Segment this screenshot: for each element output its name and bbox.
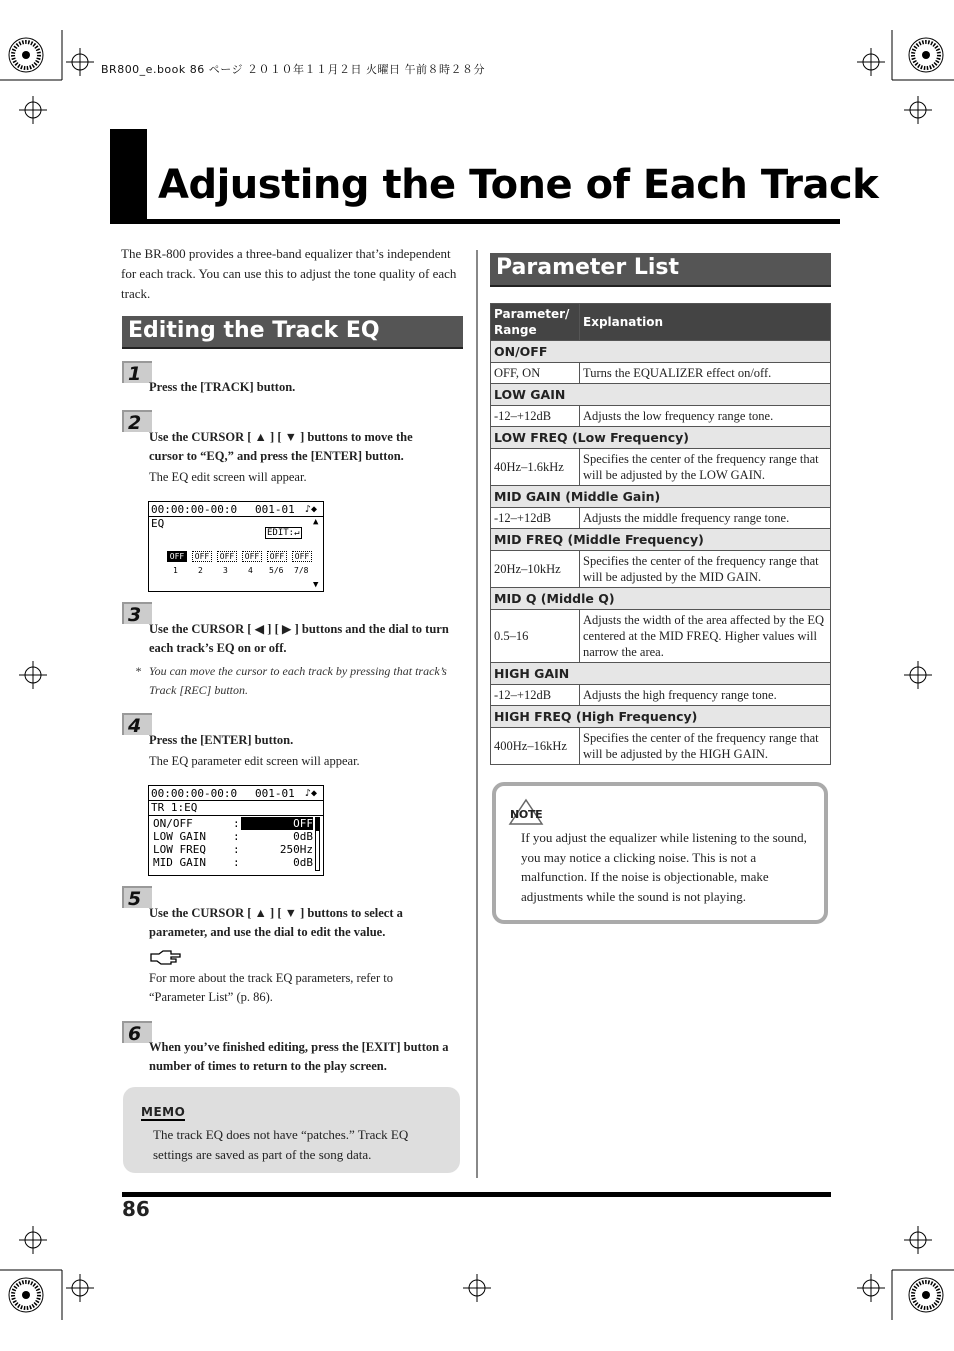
crop-mark-mid-left (19, 661, 47, 689)
track-4-state: OFF (242, 551, 262, 562)
track-2-state: OFF (192, 551, 212, 562)
lcd2-row-4-name: MID GAIN (153, 856, 206, 869)
lcd2-label: TR 1:EQ (151, 801, 198, 814)
table-group-row: ON/OFF (491, 341, 831, 363)
lcd2-measure: 001-01 (255, 787, 295, 800)
title-block (110, 129, 147, 224)
memo-box (123, 1087, 460, 1173)
table-row: -12–+12dB Adjusts the low frequency range tone. (491, 406, 831, 427)
lcd-measure: 001-01 (255, 503, 295, 516)
lcd2-row-4-value: 0dB (293, 856, 313, 869)
lcd-eq-parameter-screen: 00:00:00-00:0 001-01 ♪◆ TR 1:EQ ON/OFF : OFF LOW GAIN : 0dB LOW FREQ : 250Hz MID GAIN : 0dB (148, 785, 324, 876)
step-5-text: Use the CURSOR [ ▲ ] [ ▼ ] buttons to select a parameter, and use the dial to edit the value. (149, 906, 403, 939)
track-1-state: OFF (167, 551, 187, 562)
step-1-text: Press the [TRACK] button. (149, 380, 296, 394)
scroll-down-icon: ▼ (313, 580, 319, 590)
step-3-italic-note: You can move the cursor to each track by pressing that track’s Track [REC] button. (149, 664, 447, 697)
lcd2-row-3-name: LOW FREQ (153, 843, 206, 856)
table-group-row: LOW GAIN (491, 384, 831, 406)
memo-icon: MEMO (141, 1105, 186, 1119)
track-78-num: 7/8 (294, 566, 309, 575)
track-56-state: OFF (267, 551, 287, 562)
lcd2-row-2-value: 0dB (293, 830, 313, 843)
note-icon-label: NOTE (510, 808, 543, 821)
table-row: -12–+12dB Adjusts the high frequency range tone. (491, 685, 831, 706)
step-number-2: 2 (122, 410, 152, 432)
track-1-num: 1 (173, 566, 178, 575)
note-text: If you adjust the equalizer while listening to the sound, you may notice a clicking noise. This is not a malfunction. If the noise is objectionable, make adjustments while the sound is not playing. (521, 830, 807, 904)
asterisk-mark: * (135, 664, 141, 678)
step-5-reference: For more about the track EQ parameters, refer to “Parameter List” (p. 86). (149, 971, 393, 1004)
column-header-range: Parameter/ Range (491, 304, 580, 341)
track-3-state: OFF (217, 551, 237, 562)
table-group-row: MID FREQ (Middle Frequency) (491, 529, 831, 551)
section-heading-editing: Editing the Track EQ (122, 316, 463, 349)
table-row: 0.5–16 Adjusts the width of the area affected by the EQ centered at the MID FREQ. Higher values will narrow the area. (491, 610, 831, 663)
crop-mark-bottom-center (463, 1274, 491, 1302)
metronome-icon: ♪◆ (305, 504, 318, 515)
table-row: 40Hz–1.6kHz Specifies the center of the frequency range that will be adjusted by the LOW GAIN. (491, 449, 831, 486)
table-group-row: MID Q (Middle Q) (491, 588, 831, 610)
pointing-hand-icon (149, 950, 183, 966)
table-group-row: LOW FREQ (Low Frequency) (491, 427, 831, 449)
step-2-text: Use the CURSOR [ ▲ ] [ ▼ ] buttons to move the cursor to “EQ,” and press the [ENTER] button. (149, 430, 413, 463)
lcd2-scrollbar (315, 817, 320, 871)
lcd2-row-3-value: 250Hz (279, 843, 313, 856)
table-row: -12–+12dB Adjusts the middle frequency range tone. (491, 508, 831, 529)
step-4-text: Press the [ENTER] button. (149, 733, 294, 747)
title-rule (110, 219, 840, 224)
memo-text: The track EQ does not have “patches.” Track EQ settings are saved as part of the song data. (153, 1127, 409, 1162)
track-56-num: 5/6 (269, 566, 284, 575)
crop-mark-top-right (857, 30, 954, 124)
page-title: Adjusting the Tone of Each Track (158, 162, 879, 208)
step-number-1: 1 (122, 361, 152, 383)
crop-mark-mid-right (904, 661, 932, 689)
footer-rule (122, 1192, 831, 1197)
step-6-text: When you’ve finished editing, press the [EXIT] button a number of times to return to the play screen. (149, 1040, 449, 1073)
lcd2-time: 00:00:00-00:0 (151, 787, 238, 800)
scroll-up-icon: ▲ (313, 517, 319, 527)
crop-mark-top-left (0, 30, 94, 124)
track-4-num: 4 (248, 566, 253, 575)
crop-mark-bottom-right (857, 1226, 954, 1320)
step-4-note: The EQ parameter edit screen will appear. (149, 754, 360, 768)
step-number-6: 6 (122, 1021, 152, 1043)
column-divider (476, 250, 478, 1178)
lcd-eq-edit-screen (148, 501, 324, 592)
table-group-row: MID GAIN (Middle Gain) (491, 486, 831, 508)
lcd-time: 00:00:00-00:0 (151, 503, 238, 516)
page-number: 86 (122, 1197, 150, 1221)
step-number-5: 5 (122, 886, 152, 908)
table-group-row: HIGH GAIN (491, 663, 831, 685)
step-number-3: 3 (122, 602, 152, 624)
metronome-icon: ♪◆ (305, 788, 318, 799)
lcd2-row-2-name: LOW GAIN (153, 830, 206, 843)
intro-paragraph: The BR-800 provides a three-band equalizer that’s independent for each track. You can use this to adjust the tone quality of each track. (121, 246, 457, 301)
column-header-explanation: Explanation (580, 304, 831, 341)
lcd2-row-1-value: OFF (241, 817, 313, 830)
table-row: 20Hz–10kHz Specifies the center of the frequency range that will be adjusted by the MID GAIN. (491, 551, 831, 588)
section-heading-parameter-list: Parameter List (490, 253, 831, 287)
lcd2-row-1-name: ON/OFF (153, 817, 193, 830)
step-number-4: 4 (122, 713, 152, 735)
table-header-row (491, 304, 831, 341)
table-row: OFF, ON Turns the EQUALIZER effect on/off. (491, 363, 831, 384)
step-3-text: Use the CURSOR [ ◀ ] [ ▶ ] buttons and the dial to turn each track’s EQ on or off. (149, 622, 449, 655)
lcd-edit-tag: EDIT:↵ (267, 528, 300, 538)
track-3-num: 3 (223, 566, 228, 575)
parameter-table (490, 303, 831, 765)
table-group-row: HIGH FREQ (High Frequency) (491, 706, 831, 728)
table-row: 400Hz–16kHz Specifies the center of the frequency range that will be adjusted by the HIGH GAIN. (491, 728, 831, 765)
lcd-label: EQ (151, 517, 165, 530)
file-header: BR800_e.book 86 ページ ２０１０年１１月２日 火曜日 午前８時２８分 (101, 63, 486, 76)
track-78-state: OFF (292, 551, 312, 562)
track-2-num: 2 (198, 566, 203, 575)
note-box (492, 782, 828, 924)
crop-mark-bottom-left (0, 1226, 94, 1320)
step-2-note: The EQ edit screen will appear. (149, 470, 307, 484)
